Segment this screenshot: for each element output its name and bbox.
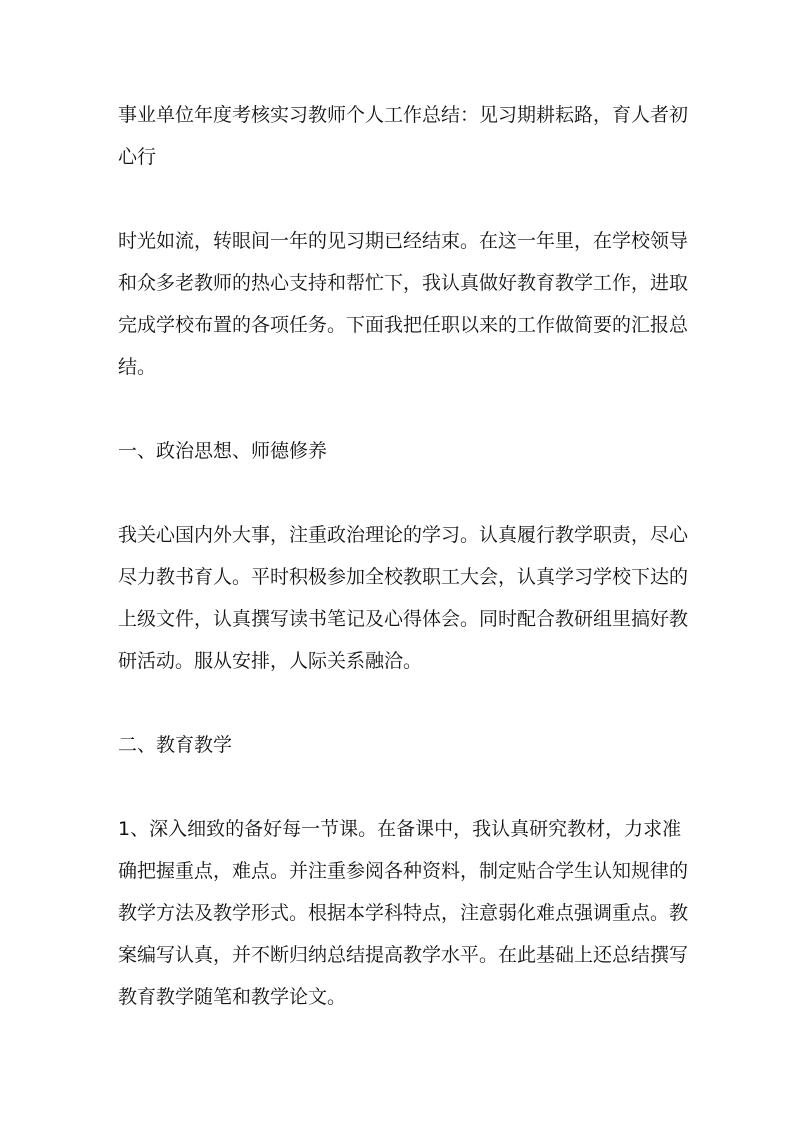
body-paragraph — [118, 220, 689, 388]
section-heading — [118, 724, 678, 766]
text-line: 尽力教书育人。平时积极参加全校教职工大会，认真学习学校下达的 — [118, 566, 689, 588]
text-line: 教育教学随笔和教学论文。 — [118, 986, 347, 1008]
text-line: 完成学校布置的各项任务。下面我把任职以来的工作做简要的汇报总 — [118, 314, 689, 336]
text-line: 和众多老教师的热心支持和帮忙下，我认真做好教育教学工作，进取 — [118, 272, 689, 294]
body-paragraph — [118, 514, 689, 682]
document-page — [118, 94, 689, 1060]
text-line: 确把握重点，难点。并注重参阅各种资料，制定贴合学生认知规律的 — [118, 860, 689, 882]
text-line: 一、政治思想、师德修养 — [118, 440, 328, 462]
text-line: 心行 — [118, 146, 157, 168]
section-heading — [118, 430, 678, 472]
text-line: 结。 — [118, 356, 157, 378]
text-line: 研活动。服从安排，人际关系融洽。 — [118, 650, 423, 672]
text-line: 我关心国内外大事，注重政治理论的学习。认真履行教学职责，尽心 — [118, 524, 689, 546]
text-line: 上级文件，认真撰写读书笔记及心得体会。同时配合教研组里搞好教 — [118, 608, 689, 630]
text-line: 二、教育教学 — [118, 734, 233, 756]
text-line: 案编写认真，并不断归纳总结提高教学水平。在此基础上还总结撰写 — [118, 944, 689, 966]
document-title — [118, 94, 689, 178]
text-line: 1、深入细致的备好每一节课。在备课中，我认真研究教材，力求准 — [118, 818, 682, 840]
body-paragraph — [118, 808, 689, 1018]
text-line: 时光如流，转眼间一年的见习期已经结束。在这一年里，在学校领导 — [118, 230, 689, 252]
text-line: 教学方法及教学形式。根据本学科特点，注意弱化难点强调重点。教 — [118, 902, 689, 924]
text-line: 事业单位年度考核实习教师个人工作总结：见习期耕耘路，育人者初 — [118, 104, 689, 126]
